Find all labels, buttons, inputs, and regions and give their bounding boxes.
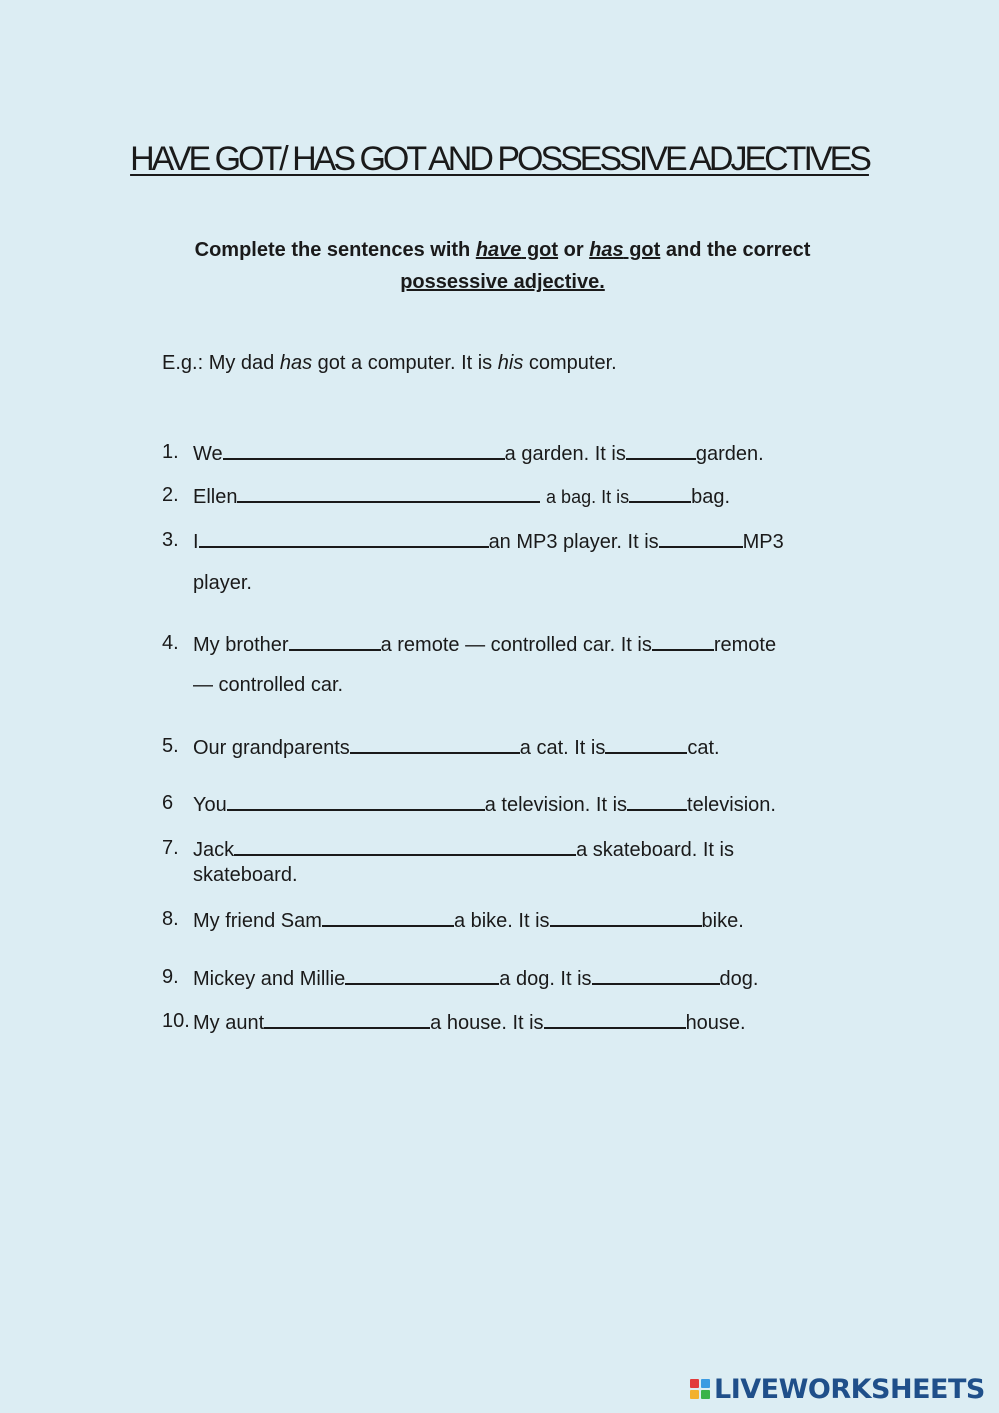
instructions: Complete the sentences with have got or has got and the correct possessive adjective. (194, 239, 811, 293)
answer-blank[interactable] (350, 734, 520, 754)
logo-square (690, 1379, 699, 1388)
answer-blank[interactable] (605, 734, 687, 754)
liveworksheets-logo (690, 1374, 985, 1404)
answer-blank[interactable] (237, 483, 540, 503)
answer-blank[interactable] (264, 1009, 430, 1029)
answer-blank[interactable] (550, 907, 702, 927)
logo-square (701, 1379, 710, 1388)
answer-blank[interactable] (289, 631, 381, 651)
answer-blank[interactable] (629, 483, 691, 503)
answer-blank[interactable] (652, 631, 714, 651)
answer-blank[interactable] (345, 965, 499, 985)
answer-blank[interactable] (627, 791, 687, 811)
worksheet-title: HAVE GOT/ HAS GOT AND POSSESSIVE ADJECTIVES (130, 140, 869, 178)
answer-blank[interactable] (223, 440, 505, 460)
answer-blank[interactable] (659, 528, 743, 548)
answer-blank[interactable] (234, 836, 576, 856)
logo-square (690, 1390, 699, 1399)
logo-text: LIVEWORKSHEETS (714, 1373, 985, 1405)
list-item-continuation: — controlled car. (193, 674, 344, 696)
answer-blank[interactable] (322, 907, 454, 927)
answer-blank[interactable] (227, 791, 485, 811)
answer-blank[interactable] (544, 1009, 686, 1029)
answer-blank[interactable] (592, 965, 720, 985)
logo-badge-icon (690, 1379, 710, 1399)
logo-square (701, 1390, 710, 1399)
example-sentence: E.g.: My dad has got a computer. It is his computer. (162, 352, 617, 374)
answer-blank[interactable] (199, 528, 489, 548)
instructions-line2: possessive adjective. (400, 271, 605, 293)
answer-blank[interactable] (626, 440, 696, 460)
list-item-continuation: skateboard. (193, 864, 298, 886)
list-item-continuation: player. (193, 572, 252, 594)
